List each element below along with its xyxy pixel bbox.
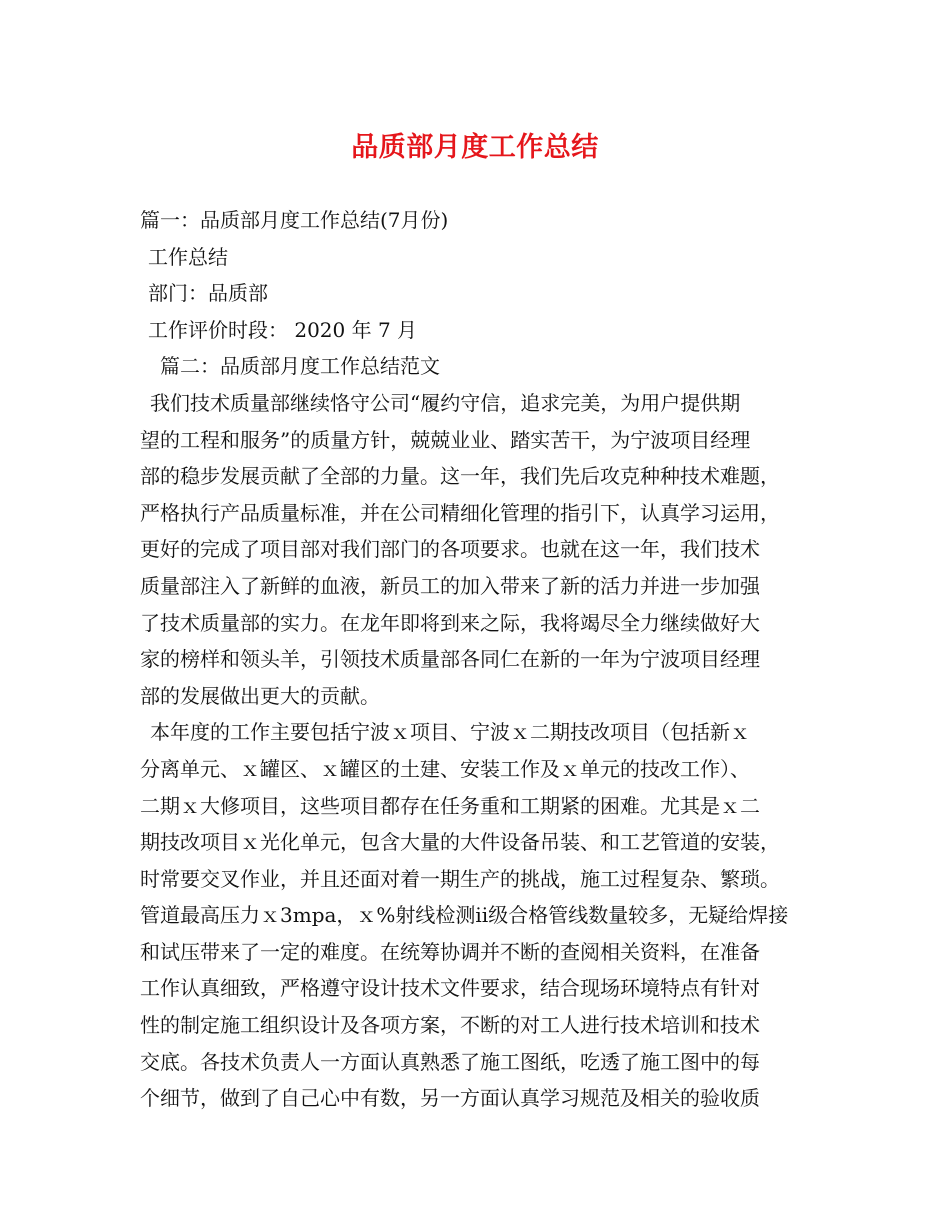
body-line: 二期ｘ大修项目，这些项目都存在任务重和工期紧的困难。尤其是ｘ二 bbox=[140, 793, 760, 818]
body-line: 更好的完成了项目部对我们部门的各项要求。也就在这一年，我们技术 bbox=[140, 537, 760, 562]
body-line: 工作总结 bbox=[148, 244, 228, 269]
body-line: 我们技术质量部继续恪守公司“履约守信，追求完美，为用户提供期 bbox=[150, 390, 741, 415]
body-line: 望的工程和服务”的质量方针，兢兢业业、踏实苦干，为宁波项目经理 bbox=[140, 427, 751, 452]
body-line: 部门：品质部 bbox=[148, 281, 268, 306]
body-line: 严格执行产品质量标准，并在公司精细化管理的指引下，认真学习运用， bbox=[140, 500, 780, 525]
body-line: 工作评价时段： 2020 年 7 月 bbox=[148, 317, 418, 342]
body-line: 交底。各技术负责人一方面认真熟悉了施工图纸，吃透了施工图中的每 bbox=[140, 1049, 760, 1074]
body-line: 工作认真细致，严格遵守设计技术文件要求，结合现场环境特点有针对 bbox=[140, 976, 760, 1001]
body-line: 部的稳步发展贡献了全部的力量。这一年，我们先后攻克种种技术难题， bbox=[140, 464, 780, 489]
body-line: 质量部注入了新鲜的血液，新员工的加入带来了新的活力并进一步加强 bbox=[140, 573, 760, 598]
body-line: 了技术质量部的实力。在龙年即将到来之际，我将竭尽全力继续做好大 bbox=[140, 610, 760, 635]
body-line: 本年度的工作主要包括宁波ｘ项目、宁波ｘ二期技改项目（包括新ｘ bbox=[150, 720, 750, 745]
body-line: 分离单元、ｘ罐区、ｘ罐区的土建、安装工作及ｘ单元的技改工作）、 bbox=[140, 756, 750, 781]
body-line: 时常要交叉作业，并且还面对着一期生产的挑战，施工过程复杂、繁琐。 bbox=[140, 866, 780, 891]
section-heading-1: 篇一：品质部月度工作总结(7月份) bbox=[140, 208, 449, 232]
body-line: 和试压带来了一定的难度。在统筹协调并不断的查阅相关资料，在准备 bbox=[140, 939, 760, 964]
section-heading-2: 篇二：品质部月度工作总结范文 bbox=[160, 354, 440, 379]
document-title: 品质部月度工作总结 bbox=[351, 132, 599, 163]
body-line: 期技改项目ｘ光化单元，包含大量的大件设备吊装、和工艺管道的安装， bbox=[140, 830, 780, 855]
body-line: 管道最高压力ｘ3mpa，ｘ%射线检测ⅱ级合格管线数量较多，无疑给焊接 bbox=[140, 903, 789, 928]
body-line: 性的制定施工组织设计及各项方案，不断的对工人进行技术培训和技术 bbox=[140, 1013, 760, 1038]
body-line: 部的发展做出更大的贡献。 bbox=[140, 683, 380, 708]
body-line: 家的榜样和领头羊，引领技术质量部各同仁在新的一年为宁波项目经理 bbox=[140, 647, 760, 672]
document-body bbox=[140, 202, 820, 1117]
body-line: 个细节，做到了自己心中有数，另一方面认真学习规范及相关的验收质 bbox=[140, 1086, 760, 1111]
